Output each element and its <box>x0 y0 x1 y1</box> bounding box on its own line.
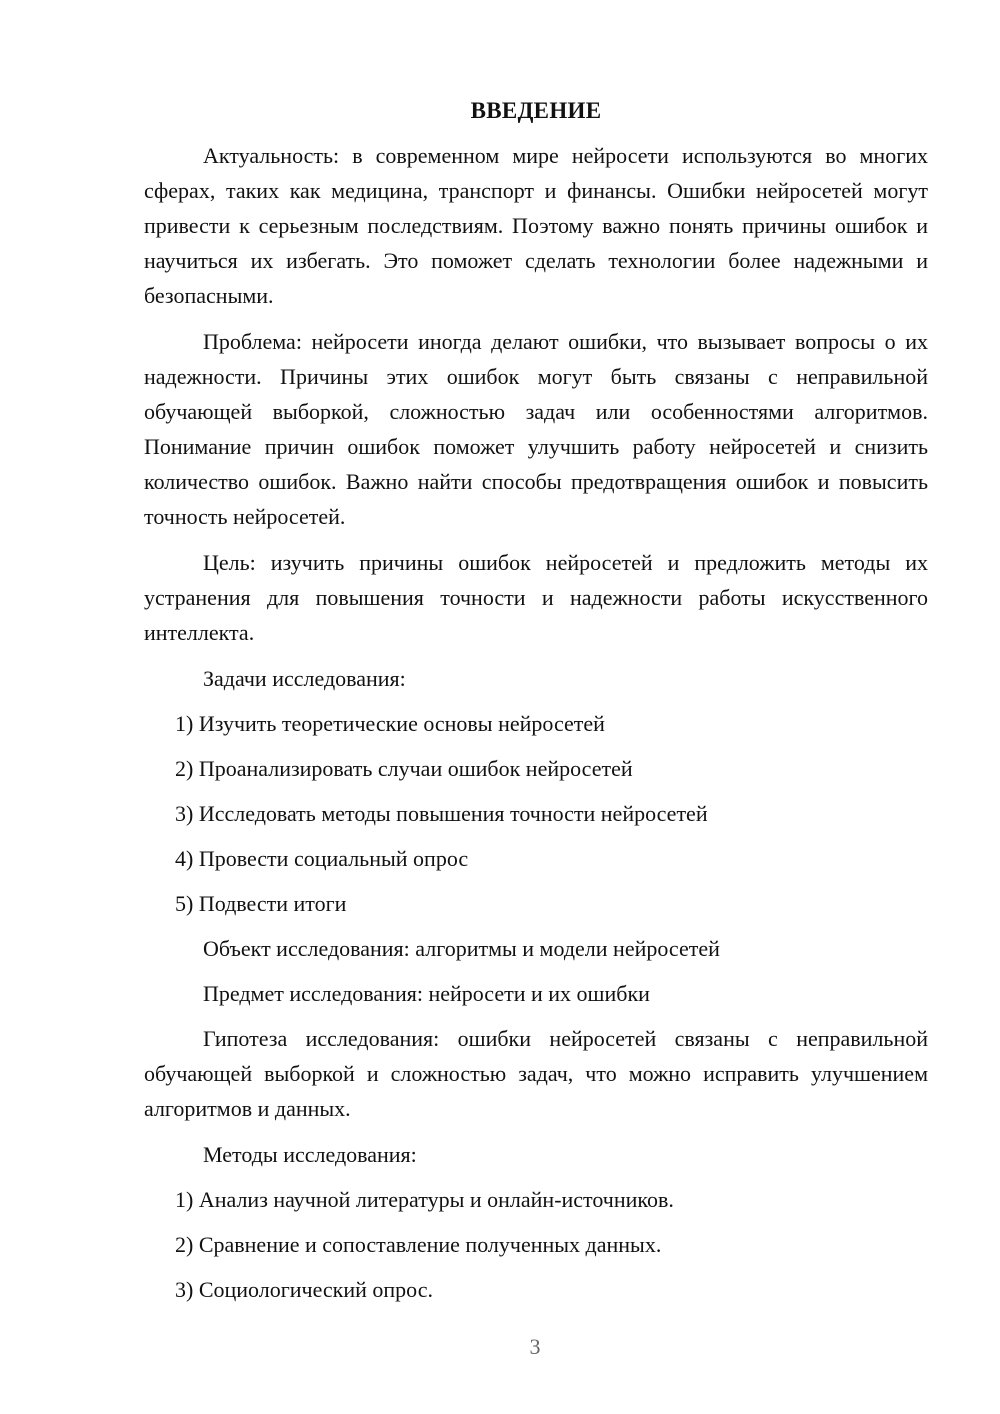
task-item: 2) Проанализировать случаи ошибок нейросетей <box>175 756 633 781</box>
problem-paragraph: Проблема: нейросети иногда делают ошибки, что вызывает вопросы о их надежности. Причины этих ошибок могут быть связаны с неправильной обучающей выборкой, сложностью задач или особенностями алгоритмов. Понимание причин ошибок поможет улучшить работу нейросетей и снизить количество ошибок. Важно найти способы предотвращения ошибок и повысить точность нейросетей. <box>144 329 928 529</box>
relevance-paragraph: Актуальность: в современном мире нейросети используются во многих сферах, таких как медицина, транспорт и финансы. Ошибки нейросетей могут привести к серьезным последствиям. Поэтому важно понять причины ошибок и научиться их избегать. Это поможет сделать технологии более надежными и безопасными. <box>144 143 928 308</box>
task-item: 4) Провести социальный опрос <box>175 846 469 871</box>
goal-paragraph: Цель: изучить причины ошибок нейросетей и предложить методы их устранения для повышения точности и надежности работы искусственного интеллекта. <box>144 550 928 645</box>
task-item: 5) Подвести итоги <box>175 891 347 916</box>
section-title: ВВЕДЕНИЕ <box>470 98 602 123</box>
method-item: 1) Анализ научной литературы и онлайн-источников. <box>175 1187 674 1212</box>
methods-heading: Методы исследования: <box>203 1142 417 1167</box>
method-item: 2) Сравнение и сопоставление полученных данных. <box>175 1232 662 1257</box>
method-item: 3) Социологический опрос. <box>175 1277 433 1302</box>
hypothesis-paragraph: Гипотеза исследования: ошибки нейросетей связаны с неправильной обучающей выборкой и сложностью задач, что можно исправить улучшением алгоритмов и данных. <box>144 1026 928 1121</box>
tasks-heading: Задачи исследования: <box>203 666 406 691</box>
research-subject: Предмет исследования: нейросети и их ошибки <box>203 981 650 1006</box>
task-item: 1) Изучить теоретические основы нейросетей <box>175 711 605 736</box>
research-object: Объект исследования: алгоритмы и модели нейросетей <box>203 936 720 961</box>
task-item: 3) Исследовать методы повышения точности нейросетей <box>175 801 708 826</box>
page-number: 3 <box>529 1334 541 1359</box>
